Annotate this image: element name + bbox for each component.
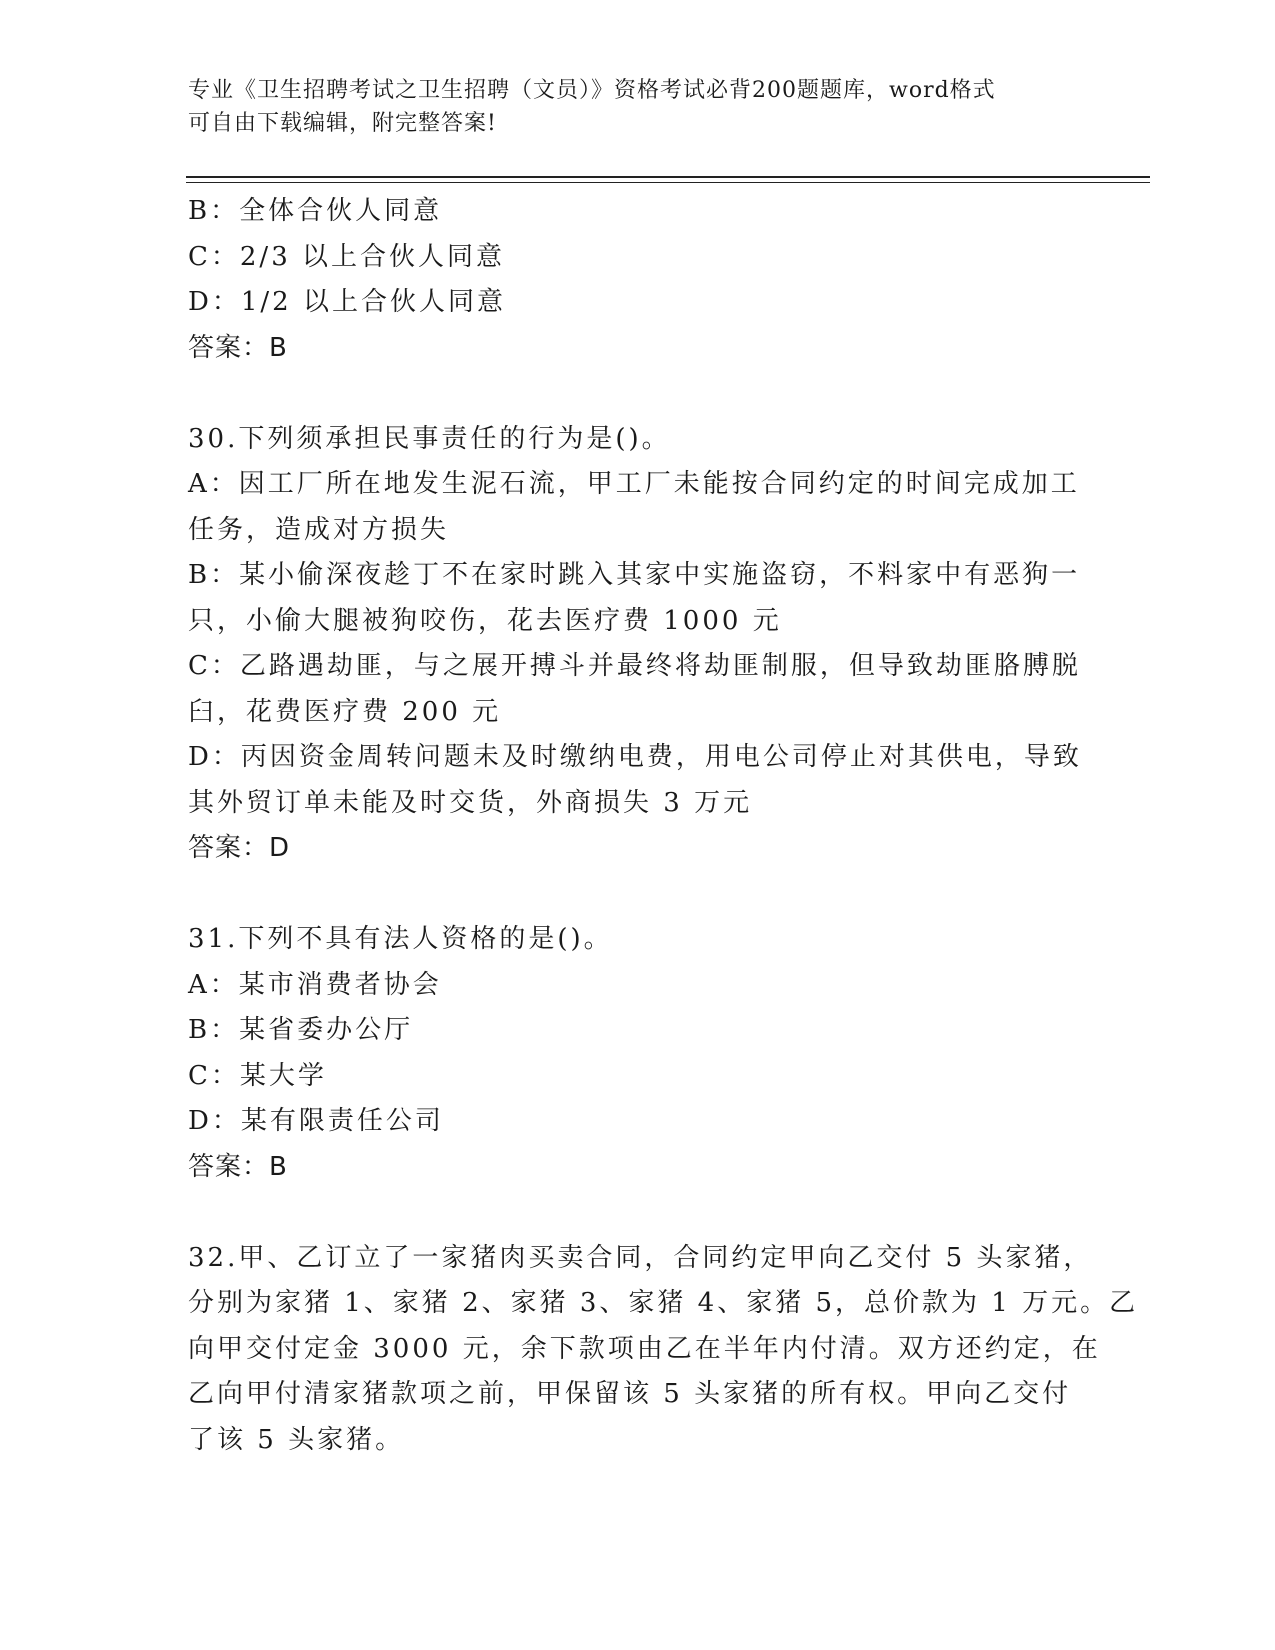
question-32-line: 分别为家猪 1、家猪 2、家猪 3、家猪 4、家猪 5，总价款为 1 万元。乙 xyxy=(188,1288,1139,1318)
header-line-2: 可自由下载编辑，附完整答案! xyxy=(188,111,497,136)
question-32-line: 32.甲、乙订立了一家猪肉买卖合同，合同约定甲向乙交付 5 头家猪， xyxy=(188,1242,1093,1273)
question-31-option-d: D：某有限责任公司 xyxy=(188,1106,444,1136)
question-32-line: 乙向甲付清家猪款项之前，甲保留该 5 头家猪的所有权。甲向乙交付 xyxy=(188,1379,1072,1409)
question-30-line: 臼，花费医疗费 200 元 xyxy=(188,696,502,727)
spacer xyxy=(188,371,1088,417)
question-31-option-a: A：某市消费者协会 xyxy=(188,969,442,1000)
question-31-option-b: B：某省委办公厅 xyxy=(188,1015,414,1045)
header-rule-thin xyxy=(186,182,1150,183)
spacer xyxy=(188,872,1088,918)
document-header xyxy=(188,74,1068,140)
header-rule-thick xyxy=(186,176,1150,178)
question-32-line: 了该 5 头家猪。 xyxy=(188,1424,405,1455)
question-31-stem: 31.下列不具有法人资格的是()。 xyxy=(188,924,613,954)
question-30-line: 只，小偷大腿被狗咬伤，花去医疗费 1000 元 xyxy=(188,605,782,636)
question-30-answer: 答案：D xyxy=(188,833,291,863)
question-31-option-c: C：某大学 xyxy=(188,1060,327,1091)
question-30-line: A：因工厂所在地发生泥石流，甲工厂未能按合同约定的时间完成加工 xyxy=(188,469,1080,499)
header-line-1: 专业《卫生招聘考试之卫生招聘（文员）》资格考试必背200题题库，word格式 xyxy=(188,78,996,103)
option-b: B：全体合伙人同意 xyxy=(188,196,443,226)
question-content xyxy=(188,189,1139,1463)
question-31-answer: 答案：B xyxy=(188,1151,288,1182)
question-32-line: 向甲交付定金 3000 元，余下款项由乙在半年内付清。双方还约定，在 xyxy=(188,1333,1101,1364)
answer-line: 答案：B xyxy=(188,332,288,363)
option-c: C：2/3 以上合伙人同意 xyxy=(188,241,506,272)
question-30-line: D：丙因资金周转问题未及时缴纳电费，用电公司停止对其供电，导致 xyxy=(188,742,1082,772)
option-d: D：1/2 以上合伙人同意 xyxy=(188,287,506,317)
question-30-stem: 30.下列须承担民事责任的行为是()。 xyxy=(188,423,671,454)
question-30-line: C：乙路遇劫匪，与之展开搏斗并最终将劫匪制服，但导致劫匪胳膊脱 xyxy=(188,651,1081,681)
question-30-line: B：某小偷深夜趁丁不在家时跳入其家中实施盗窃，不料家中有恶狗一 xyxy=(188,560,1081,590)
question-30-line: 任务，造成对方损失 xyxy=(188,514,450,545)
spacer xyxy=(188,1190,1088,1236)
question-30-line: 其外贸订单未能及时交货，外商损失 3 万元 xyxy=(188,787,753,818)
